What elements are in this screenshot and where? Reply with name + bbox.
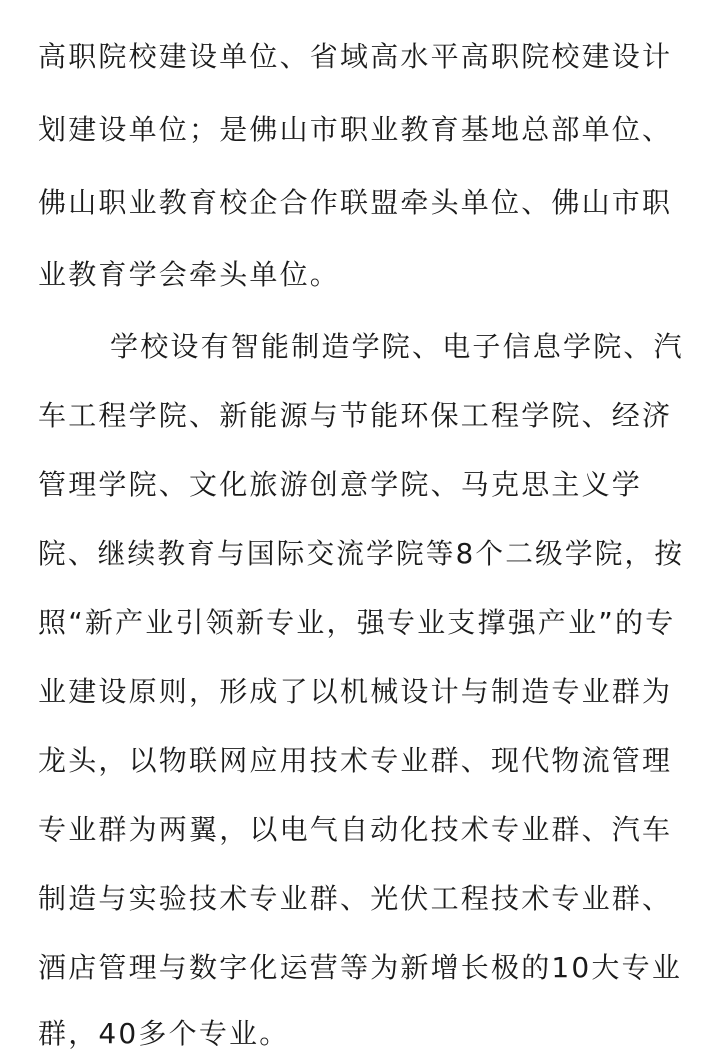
text-line: 院、继续教育与国际交流学院等8个二级学院，按	[38, 537, 685, 570]
text-line: 管理学院、文化旅游创意学院、马克思主义学	[38, 468, 643, 501]
text-line: 制造与实验技术专业群、光伏工程技术专业群、	[38, 882, 673, 915]
text-line: 专业群为两翼，以电气自动化技术专业群、汽车	[38, 813, 673, 846]
text-line: 照“新产业引领新专业，强专业支撑强产业”的专	[38, 606, 676, 639]
text-line: 群，40多个专业。	[38, 1017, 290, 1050]
text-line: 划建设单位；是佛山市职业教育基地总部单位、	[38, 113, 673, 146]
text-line: 车工程学院、新能源与节能环保工程学院、经济	[38, 399, 673, 432]
text-line: 龙头，以物联网应用技术专业群、现代物流管理	[38, 744, 673, 777]
text-line: 学校设有智能制造学院、电子信息学院、汽	[110, 330, 684, 363]
text-line: 佛山职业教育校企合作联盟牵头单位、佛山市职	[38, 186, 673, 219]
text-line: 业教育学会牵头单位。	[38, 258, 341, 291]
text-line: 业建设原则，形成了以机械设计与制造专业群为	[38, 675, 673, 708]
text-line: 高职院校建设单位、省域高水平高职院校建设计	[38, 40, 673, 73]
text-line: 酒店管理与数字化运营等为新增长极的10大专业	[38, 951, 683, 984]
